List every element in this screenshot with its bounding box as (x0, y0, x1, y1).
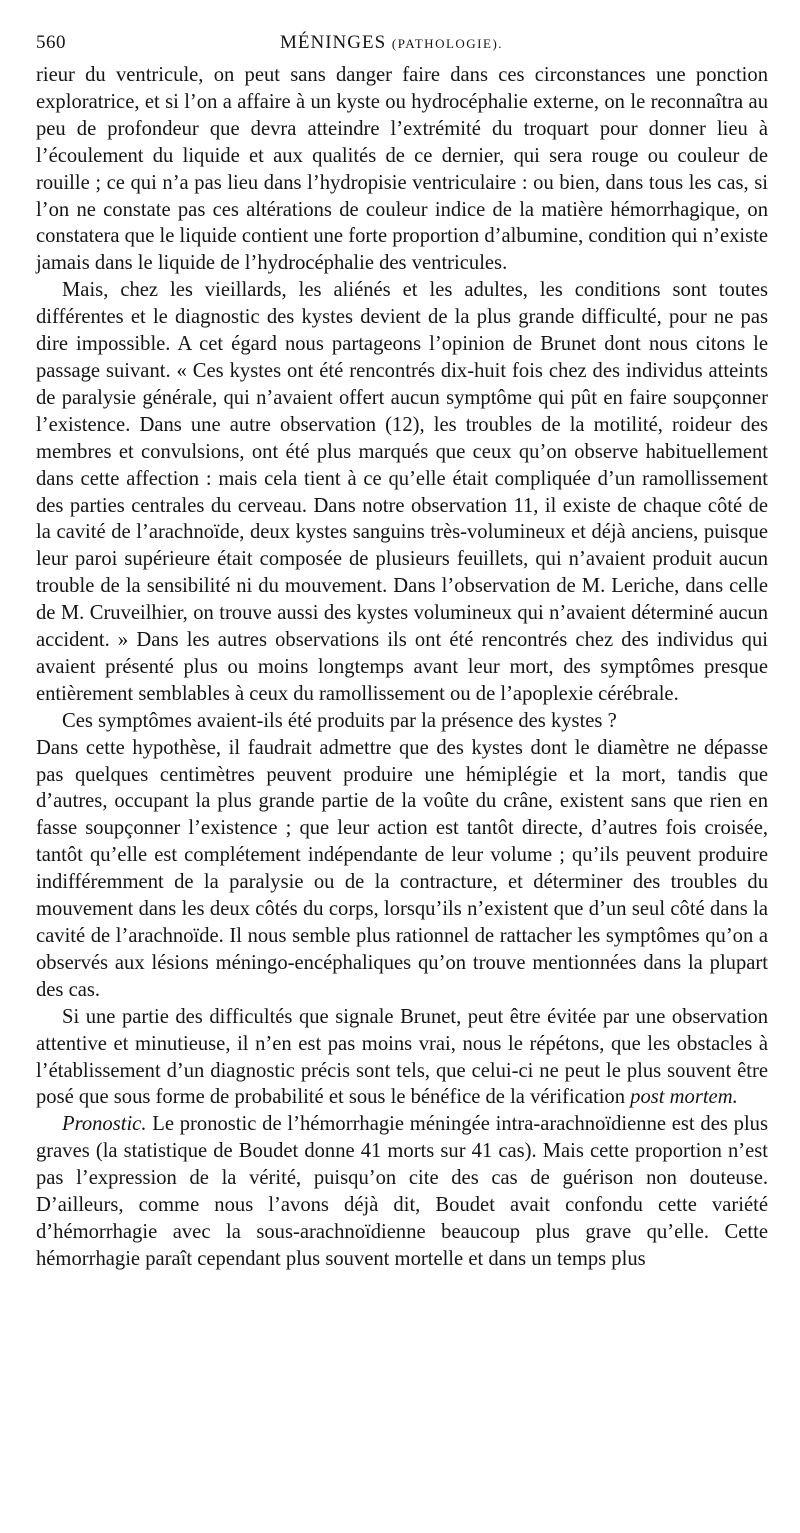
page (36, 26, 768, 1273)
running-title-subtitle: (PATHOLOGIE). (391, 36, 504, 51)
paragraph: Dans cette hypothèse, il faudrait admettre que des kystes dont le diamètre ne dépasse pas quelques centimètres peuvent produire une hémiplégie et la mort, tandis que d’autres, occupant la plus grande partie de la voûte du crâne, existent sans que rien en fasse soupçonner l’existence ; que leur action est tantôt directe, d’autres fois croisée, tantôt qu’elle est complétement indépendante de leur volume ; qu’ils peuvent produire indifféremment de la paralysie ou de la contracture, et déterminer des troubles du mouvement dans les deux côtés du corps, lorsqu’ils n’existent que d’un seul côté dans la cavité de l’arachnoïde. Il nous semble plus rationnel de rattacher les symptômes qu’on a observés aux lésions méningo-encéphaliques qu’on trouve mentionnées dans la plupart des cas. (36, 736, 768, 1001)
paragraph: Mais, chez les vieillards, les aliénés et les adultes, les conditions sont toutes différentes et le diagnostic des kystes devient de la plus grande difficulté, pour ne pas dire impossible. A cet égard nous partageons l’opinion de Brunet dont nous citons le passage suivant. « Ces kystes ont été rencontrés dix-huit fois chez des individus atteints de paralysie générale, qui n’avaient offert aucun symptôme qui pût en faire soupçonner l’existence. Dans une autre observation (12), les troubles de la motilité, roideur des membres et convulsions, ont été plus marqués que ceux qu’on observe habituellement dans cette affection : mais cela tient à ce qu’elle était compliquée d’un ramollissement des parties centrales du cerveau. Dans notre observation 11, il existe de chaque côté de la cavité de l’arachnoïde, deux kystes sanguins très-volumineux et déjà anciens, puisque leur paroi supérieure était composée de plusieurs feuillets, qui n’avaient produit aucun trouble de la sensibilité ni du mouvement. Dans l’observation de M. Leriche, dans celle de M. Cruveilhier, on trouve aussi des kystes volumineux qui n’avaient déterminé aucun accident. » Dans les autres observations ils ont été rencontrés chez des individus qui avaient présenté plus ou moins longtemps avant leur mort, des symptômes presque entièrement semblables à ceux du ramollissement ou de l’apoplexie cérébrale. (36, 279, 768, 705)
running-title (280, 32, 503, 54)
page-number: 560 (36, 32, 66, 53)
running-title-main: MÉNINGES (280, 32, 387, 53)
section-heading-inline: Pronostic. (62, 1113, 147, 1136)
paragraph-text: Le pronostic de l’hémorrhagie méningée intra-arachnoïdienne est des plus graves (la statistique de Boudet donne 41 morts sur 41 cas). Mais cette proportion n’est pas l’expression de la vérité, puisqu’on cite des cas de guérison non douteuse. D’ailleurs, comme nous l’avons déjà dit, Boudet avait confondu cette variété d’hémorrhagie avec la sous-arachnoïdienne beaucoup plus grave qu’elle. Cette hémorrhagie paraît cependant plus souvent mortelle et dans un temps plus (36, 1113, 768, 1270)
latin-phrase: post mortem. (630, 1086, 738, 1109)
paragraph (36, 1004, 768, 1112)
paragraph: rieur du ventricule, on peut sans danger faire dans ces circonstances une ponction exploratrice, et si l’on a affaire à un kyste ou hydrocéphalie externe, on le reconnaîtra au peu de profondeur que devra atteindre l’extrémité du troquart pour donner lieu à l’écoulement du liquide et aux qualités de ce dernier, qui sera rouge ou couleur de rouille ; ce qui n’a pas lieu dans l’hydropisie ventriculaire : ou bien, dans tous les cas, si l’on ne constate pas ces altérations de couleur indice de la matière hémorrhagique, on constatera que le liquide contient une forte proportion d’albumine, condition qui n’existe jamais dans le liquide de l’hydrocéphalie des ventricules. (36, 64, 769, 275)
running-header (36, 26, 768, 62)
paragraph: Ces symptômes avaient-ils été produits par la présence des kystes ? (62, 709, 617, 732)
body-text (36, 62, 768, 1273)
paragraph-text: Si une partie des difficultés que signale Brunet, peut être évitée par une observation attentive et minutieuse, il n’en est pas moins vrai, nous le répétons, que les obstacles à l’établissement d’un diagnostic précis sont tels, que celui-ci ne peut le plus souvent être posé que sous forme de probabilité et sous le bénéfice de la vérification (36, 1005, 768, 1109)
paragraph (36, 1111, 768, 1272)
